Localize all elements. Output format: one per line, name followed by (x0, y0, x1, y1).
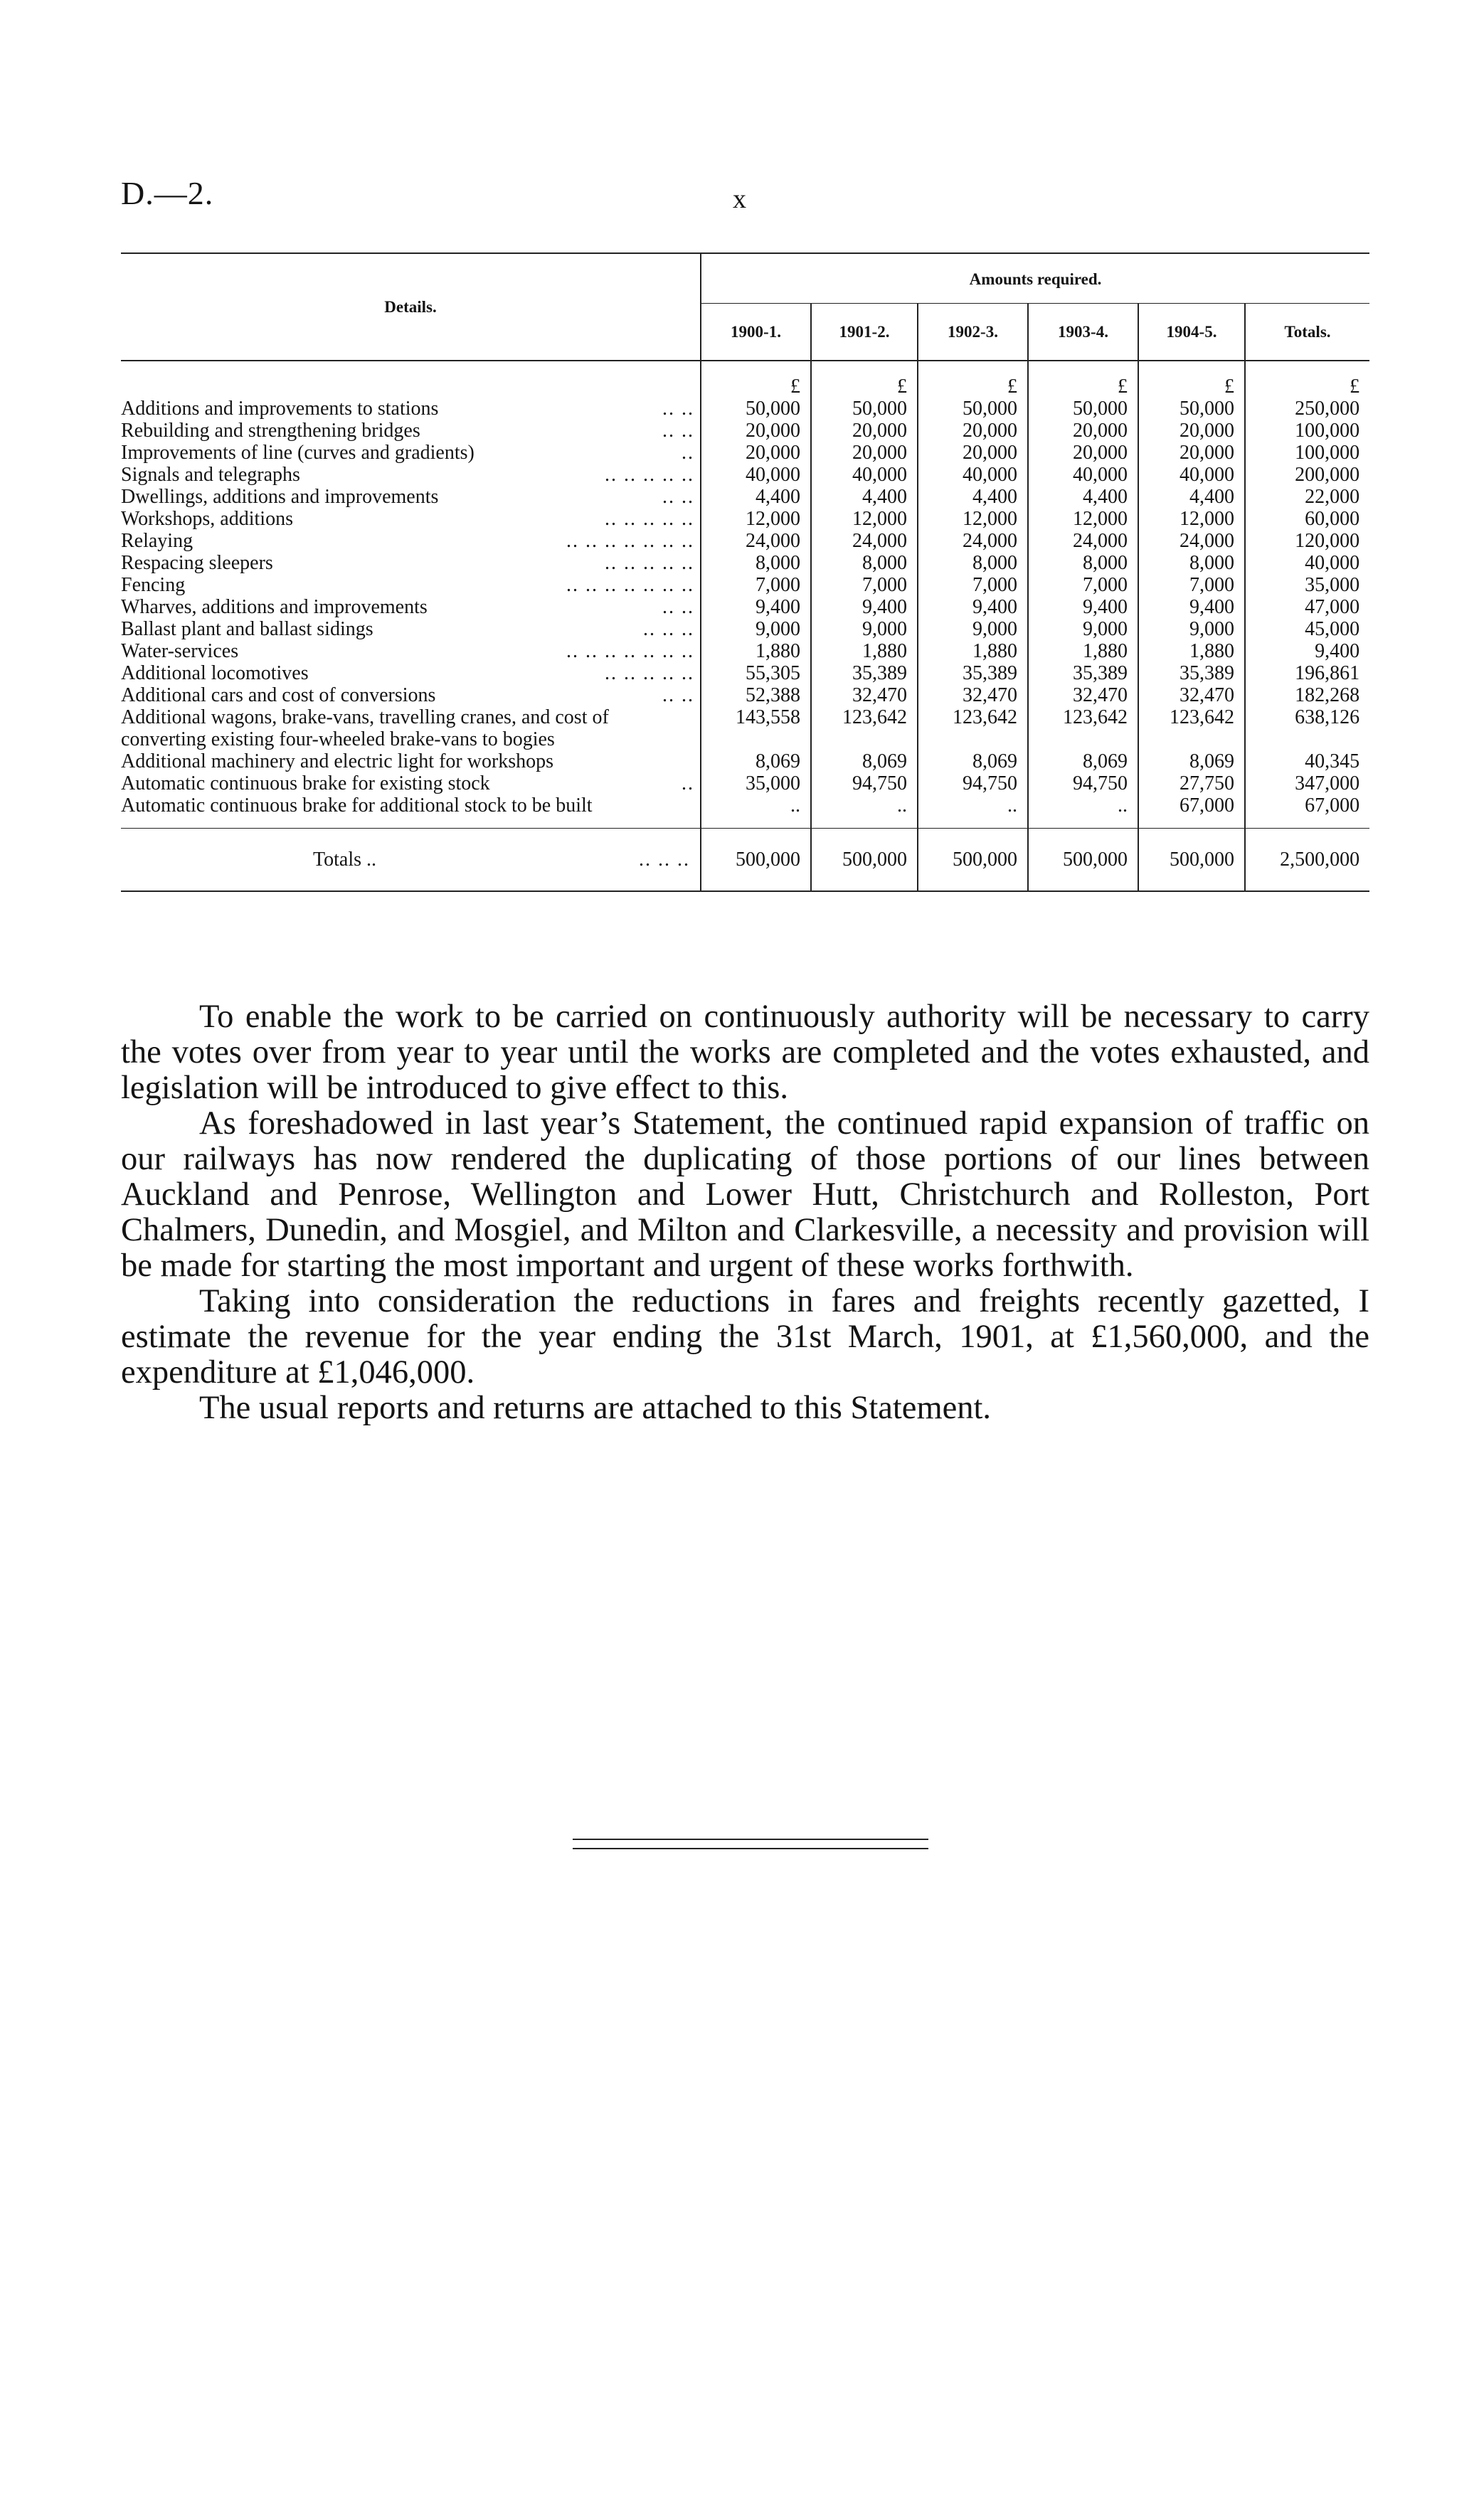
row-total-value: 120,000 (1245, 530, 1369, 552)
row-total-value: 9,400 (1245, 640, 1369, 662)
row-label-cell (121, 662, 701, 684)
totals-value: 500,000 (1138, 829, 1245, 891)
row-amount-value: 40,000 (811, 464, 918, 486)
page-number: x (733, 184, 746, 214)
row-amount-value: 8,000 (918, 552, 1028, 574)
row-amount-value: 40,000 (1138, 464, 1245, 486)
table-bottom-rule (121, 890, 1369, 892)
currency-symbol: £ (701, 361, 811, 398)
row-label: Fencing (121, 574, 186, 596)
row-amount-value: 20,000 (701, 442, 811, 464)
row-total-value: 196,861 (1245, 662, 1369, 684)
row-amount-value: 50,000 (1028, 398, 1138, 420)
row-amount-value: 35,389 (1028, 662, 1138, 684)
currency-symbol: £ (811, 361, 918, 398)
row-amount-value: 35,389 (1138, 662, 1245, 684)
row-total-value: 35,000 (1245, 574, 1369, 596)
row-amount-value: 9,000 (918, 618, 1028, 640)
table-row (121, 706, 1369, 750)
row-amount-value: 24,000 (1028, 530, 1138, 552)
totals-value: 500,000 (1028, 829, 1138, 891)
col-totals: Totals. (1245, 304, 1369, 361)
narrative-text (121, 999, 1369, 1426)
row-label-cell (121, 464, 701, 486)
row-amount-value: 20,000 (1138, 420, 1245, 442)
row-amount-value: 7,000 (701, 574, 811, 596)
row-label-cell (121, 552, 701, 574)
row-amount-value: 20,000 (1028, 420, 1138, 442)
currency-symbol: £ (918, 361, 1028, 398)
row-amount-value: 1,880 (701, 640, 811, 662)
row-amount-value: 20,000 (811, 420, 918, 442)
currency-row (121, 361, 1369, 398)
row-amount-value: 4,400 (811, 486, 918, 508)
row-label-cell (121, 486, 701, 508)
row-label-cell (121, 596, 701, 618)
amounts-table-container (121, 252, 1369, 892)
row-amount-value: 9,000 (811, 618, 918, 640)
currency-spacer (121, 361, 701, 398)
table-row (121, 552, 1369, 574)
grand-total-value: 2,500,000 (1245, 829, 1369, 891)
totals-label: Totals .. (313, 849, 377, 871)
leader-dots: .. .. .. .. .. (605, 464, 694, 486)
row-amount-value: 4,400 (701, 486, 811, 508)
row-amount-value: .. (918, 794, 1028, 829)
row-amount-value: 123,642 (1028, 706, 1138, 750)
row-total-value: 100,000 (1245, 420, 1369, 442)
leader-dots: .. .. (662, 684, 694, 706)
row-amount-value: 8,069 (1028, 750, 1138, 772)
row-amount-value: 20,000 (811, 442, 918, 464)
row-amount-value: 9,000 (1028, 618, 1138, 640)
totals-value: 500,000 (811, 829, 918, 891)
row-amount-value: 9,400 (811, 596, 918, 618)
leader-dots: .. .. (662, 596, 694, 618)
row-amount-value: 20,000 (918, 442, 1028, 464)
row-amount-value: 123,642 (811, 706, 918, 750)
row-total-value: 182,268 (1245, 684, 1369, 706)
row-amount-value: 1,880 (1138, 640, 1245, 662)
row-amount-value: 9,000 (701, 618, 811, 640)
row-amount-value: 35,389 (811, 662, 918, 684)
row-total-value: 347,000 (1245, 772, 1369, 794)
row-amount-value: 8,069 (1138, 750, 1245, 772)
row-amount-value: 12,000 (1028, 508, 1138, 530)
table-row (121, 464, 1369, 486)
row-amount-value: 12,000 (1138, 508, 1245, 530)
row-amount-value: 50,000 (1138, 398, 1245, 420)
row-amount-value: 1,880 (1028, 640, 1138, 662)
col-1900-1: 1900-1. (701, 304, 811, 361)
row-label: Workshops, additions (121, 508, 293, 530)
totals-row (121, 829, 1369, 891)
row-amount-value: 4,400 (918, 486, 1028, 508)
end-double-rule (573, 1839, 928, 1849)
row-total-value: 100,000 (1245, 442, 1369, 464)
row-amount-value: 7,000 (1138, 574, 1245, 596)
row-amount-value: 40,000 (918, 464, 1028, 486)
row-amount-value: 24,000 (918, 530, 1028, 552)
table-row (121, 486, 1369, 508)
leader-dots: .. .. .. (643, 618, 694, 640)
row-amount-value: 20,000 (1028, 442, 1138, 464)
row-amount-value: 123,642 (1138, 706, 1245, 750)
row-amount-value: 67,000 (1138, 794, 1245, 829)
row-amount-value: 50,000 (701, 398, 811, 420)
row-label: Additions and improvements to stations (121, 398, 439, 420)
row-amount-value: 94,750 (918, 772, 1028, 794)
table-row (121, 596, 1369, 618)
row-amount-value: 143,558 (701, 706, 811, 750)
row-label: Rebuilding and strengthening bridges (121, 420, 420, 442)
table-row (121, 398, 1369, 420)
row-amount-value: .. (811, 794, 918, 829)
narrative-paragraph: As foreshadowed in last year’s Statement, the continued rapid expansion of traffic on our railways has now rendered the duplicating of those portions of our lines between Auckland and Penrose, Wellington and Lower Hutt, Christchurch and Rolleston, Port Chalmers, Dunedin, and Mosgiel, and Milton and Clarkesville, a necessity and provision will be made for starting the most important and urgent of these works forthwith. (121, 1105, 1369, 1284)
table-row (121, 772, 1369, 794)
currency-symbol: £ (1028, 361, 1138, 398)
row-amount-value: 8,000 (701, 552, 811, 574)
row-label: Automatic continuous brake for existing stock (121, 772, 490, 794)
row-label: Improvements of line (curves and gradients) (121, 442, 475, 464)
page-reference: D.—2. (121, 175, 214, 211)
row-label: Additional cars and cost of conversions (121, 684, 436, 706)
row-amount-value: 1,880 (811, 640, 918, 662)
row-total-value: 60,000 (1245, 508, 1369, 530)
row-amount-value: 8,000 (811, 552, 918, 574)
row-amount-value: 9,400 (1028, 596, 1138, 618)
table-row (121, 618, 1369, 640)
table-row (121, 640, 1369, 662)
row-amount-value: 24,000 (811, 530, 918, 552)
leader-dots: .. (682, 772, 694, 794)
row-label: Signals and telegraphs (121, 464, 300, 486)
row-amount-value: 9,000 (1138, 618, 1245, 640)
leader-dots: .. .. (662, 398, 694, 420)
row-amount-value: 24,000 (1138, 530, 1245, 552)
amounts-required-heading: Amounts required. (701, 253, 1369, 304)
row-amount-value: 32,470 (811, 684, 918, 706)
row-total-value: 45,000 (1245, 618, 1369, 640)
row-amount-value: 7,000 (811, 574, 918, 596)
row-amount-value: 123,642 (918, 706, 1028, 750)
row-amount-value: 32,470 (1138, 684, 1245, 706)
col-1904-5: 1904-5. (1138, 304, 1245, 361)
table-row (121, 420, 1369, 442)
row-amount-value: 35,000 (701, 772, 811, 794)
row-total-value: 67,000 (1245, 794, 1369, 829)
row-amount-value: 4,400 (1028, 486, 1138, 508)
leader-dots: .. (682, 442, 694, 464)
row-amount-value: 20,000 (918, 420, 1028, 442)
row-label-cell (121, 772, 701, 794)
table-row (121, 574, 1369, 596)
row-amount-value: 55,305 (701, 662, 811, 684)
narrative-paragraph: The usual reports and returns are attached to this Statement. (199, 1390, 992, 1426)
table-row (121, 508, 1369, 530)
col-1902-3: 1902-3. (918, 304, 1028, 361)
row-label-cell (121, 442, 701, 464)
row-label-cell (121, 684, 701, 706)
col-1901-2: 1901-2. (811, 304, 918, 361)
row-amount-value: 94,750 (811, 772, 918, 794)
row-amount-value: 35,389 (918, 662, 1028, 684)
row-label: Respacing sleepers (121, 552, 273, 574)
row-total-value: 200,000 (1245, 464, 1369, 486)
leader-dots: .. .. .. .. .. .. .. (566, 640, 694, 662)
row-amount-value: 8,069 (918, 750, 1028, 772)
col-1903-4: 1903-4. (1028, 304, 1138, 361)
table-body (121, 361, 1369, 829)
row-label: Additional wagons, brake-vans, travelling cranes, and cost of converting existing four-wheeled brake-vans to bogies (121, 706, 609, 750)
table-row (121, 662, 1369, 684)
leader-dots: .. .. .. .. .. (605, 662, 694, 684)
row-amount-value: 12,000 (918, 508, 1028, 530)
row-label: Dwellings, additions and improvements (121, 486, 439, 508)
row-amount-value: 12,000 (811, 508, 918, 530)
row-amount-value: 9,400 (918, 596, 1028, 618)
row-label-cell (121, 398, 701, 420)
leader-dots: .. .. .. .. .. (605, 552, 694, 574)
row-label: Ballast plant and ballast sidings (121, 618, 373, 640)
leader-dots: .. .. (662, 420, 694, 442)
row-amount-value: 94,750 (1028, 772, 1138, 794)
row-label: Relaying (121, 530, 194, 552)
row-label-cell (121, 750, 701, 772)
row-amount-value: .. (1028, 794, 1138, 829)
row-amount-value: 40,000 (701, 464, 811, 486)
table-row (121, 684, 1369, 706)
row-label-cell (121, 706, 701, 750)
totals-value: 500,000 (918, 829, 1028, 891)
narrative-paragraph: To enable the work to be carried on continuously authority will be necessary to carry the votes over from year to year until the works are completed and the votes exhausted, and legislation will be introduced to give effect to this. (121, 999, 1369, 1106)
row-total-value: 47,000 (1245, 596, 1369, 618)
row-amount-value: 8,069 (701, 750, 811, 772)
row-amount-value: .. (701, 794, 811, 829)
row-label: Additional locomotives (121, 662, 309, 684)
row-total-value: 22,000 (1245, 486, 1369, 508)
row-amount-value: 20,000 (701, 420, 811, 442)
leader-dots: .. .. .. .. .. .. .. (566, 530, 694, 552)
table-row (121, 530, 1369, 552)
leader-dots: .. .. .. .. .. (605, 508, 694, 530)
row-amount-value: 8,000 (1138, 552, 1245, 574)
row-amount-value: 52,388 (701, 684, 811, 706)
row-label: Additional machinery and electric light for workshops (121, 750, 554, 772)
amounts-table (121, 252, 1369, 890)
row-amount-value: 9,400 (1138, 596, 1245, 618)
row-amount-value: 40,000 (1028, 464, 1138, 486)
row-label-cell (121, 574, 701, 596)
row-label-cell (121, 420, 701, 442)
row-total-value: 250,000 (1245, 398, 1369, 420)
currency-symbol: £ (1138, 361, 1245, 398)
row-amount-value: 1,880 (918, 640, 1028, 662)
totals-dots: .. .. .. (639, 849, 690, 871)
row-label-cell (121, 530, 701, 552)
table-row (121, 442, 1369, 464)
row-total-value: 40,345 (1245, 750, 1369, 772)
row-label: Automatic continuous brake for additional stock to be built (121, 794, 593, 817)
row-total-value: 40,000 (1245, 552, 1369, 574)
row-amount-value: 9,400 (701, 596, 811, 618)
row-label-cell (121, 794, 701, 829)
row-label-cell (121, 618, 701, 640)
currency-symbol: £ (1245, 361, 1369, 398)
row-amount-value: 27,750 (1138, 772, 1245, 794)
row-amount-value: 8,000 (1028, 552, 1138, 574)
row-amount-value: 7,000 (918, 574, 1028, 596)
row-label: Water-services (121, 640, 239, 662)
row-amount-value: 24,000 (701, 530, 811, 552)
row-amount-value: 12,000 (701, 508, 811, 530)
row-amount-value: 32,470 (918, 684, 1028, 706)
narrative-paragraph: Taking into consideration the reductions in fares and freights recently gazetted, I estimate the revenue for the year ending the 31st March, 1901, at £1,560,000, and the expenditure at £1,046,000. (121, 1283, 1369, 1391)
row-amount-value: 20,000 (1138, 442, 1245, 464)
row-amount-value: 4,400 (1138, 486, 1245, 508)
row-amount-value: 50,000 (811, 398, 918, 420)
table-row (121, 794, 1369, 829)
row-label-cell (121, 508, 701, 530)
row-label-cell (121, 640, 701, 662)
leader-dots: .. .. (662, 486, 694, 508)
leader-dots: .. .. .. .. .. .. .. (566, 574, 694, 596)
row-label: Wharves, additions and improvements (121, 596, 428, 618)
table-row (121, 750, 1369, 772)
row-amount-value: 7,000 (1028, 574, 1138, 596)
details-heading: Details. (121, 253, 701, 361)
row-amount-value: 32,470 (1028, 684, 1138, 706)
row-total-value: 638,126 (1245, 706, 1369, 750)
row-amount-value: 8,069 (811, 750, 918, 772)
totals-label-cell (121, 829, 701, 891)
row-amount-value: 50,000 (918, 398, 1028, 420)
totals-value: 500,000 (701, 829, 811, 891)
